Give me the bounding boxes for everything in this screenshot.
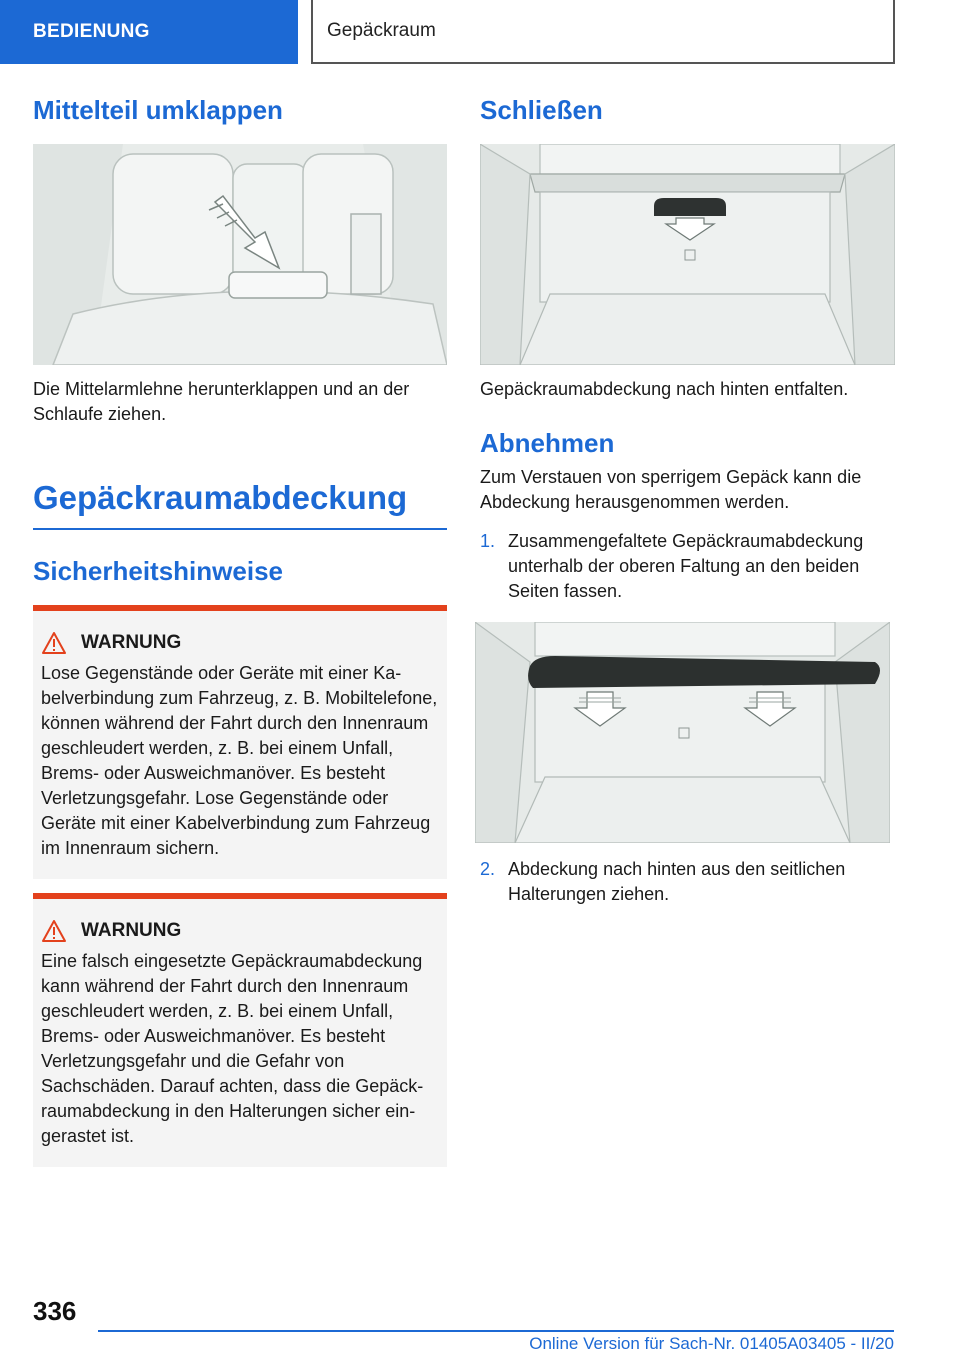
header-chapter-box — [311, 0, 895, 64]
warning-box-1 — [33, 605, 447, 879]
image-armrest — [33, 144, 447, 365]
image-cover-closing — [480, 144, 895, 365]
page-number: 336 — [33, 1296, 77, 1326]
heading-abnehmen: Abnehmen — [480, 428, 615, 459]
header-chapter-label: Gepäckraum — [327, 20, 436, 41]
footer-divider — [98, 1330, 894, 1332]
warning-label-2: WARNUNG — [81, 920, 182, 942]
warning-text-1: Lose Gegenstände oder Geräte mit einer Kabelverbindung zum Fahrzeug, z. B. Mobiltelefone, können während der Fahrt durch den Innenraum geschleudert werden, z. B. bei einem Unfall, Brems- oder Ausweichmanöver. Es besteht Verletzungsgefahr. Lose Gegenstände oder Geräte mit einer Kabelverbindung zum Fahrzeug im Innenraum sichern. — [41, 663, 438, 859]
step-text: Abdeckung nach hinten aus den seitlichen Halterungen ziehen. — [508, 859, 846, 905]
right-column — [480, 95, 895, 907]
list-item — [480, 857, 895, 907]
warning-triangle-icon — [41, 919, 67, 943]
warning-text-2: Eine falsch eingesetzte Gepäckraumabdeckung kann während der Fahrt durch den Innenraum geschleudert werden, z. B. bei einem Unfall, Brems- oder Ausweichmanöver. Es besteht Verletzungsgefahr und die Gefahr von Sachschäden. Darauf achten, dass die Gepäckraumabdeckung in den Halterungen sicher eingerastet ist. — [41, 951, 424, 1147]
intro-abnehmen: Zum Verstauen von sperrigem Gepäck kann die Abdeckung herausgenommen werden. — [480, 467, 862, 513]
heading-schliessen: Schließen — [480, 95, 603, 125]
header-section-tab — [0, 0, 298, 64]
image-cover-removing — [475, 622, 890, 843]
caption-mittelteil: Die Mittelarmlehne herunterklappen und an der Schlaufe ziehen. — [33, 379, 410, 425]
footer-version-text: Online Version für Sach-Nr. 01405A03405 - II/20 — [529, 1334, 894, 1353]
step-number: 2. — [480, 859, 496, 880]
heading-mittelteil: Mittelteil umklappen — [33, 95, 283, 125]
warning-triangle-icon — [41, 631, 67, 655]
step-number: 1. — [480, 531, 496, 552]
heading-gepaeckraumabdeckung: Gepäckraumabdeckung — [33, 477, 447, 530]
header-section-label: BEDIENUNG — [33, 21, 150, 42]
warning-box-2 — [33, 893, 447, 1167]
caption-schliessen: Gepäckraumabdeckung nach hinten entfalten. — [480, 379, 849, 400]
heading-sicherheitshinweise: Sicherheitshinweise — [33, 556, 283, 587]
step-text: Zusammengefaltete Gepäckraumabdeckung unterhalb der oberen Faltung an den beiden Seiten fassen. — [508, 531, 864, 602]
warning-label-1: WARNUNG — [81, 632, 182, 654]
list-item — [480, 529, 895, 604]
left-column — [33, 95, 447, 1167]
